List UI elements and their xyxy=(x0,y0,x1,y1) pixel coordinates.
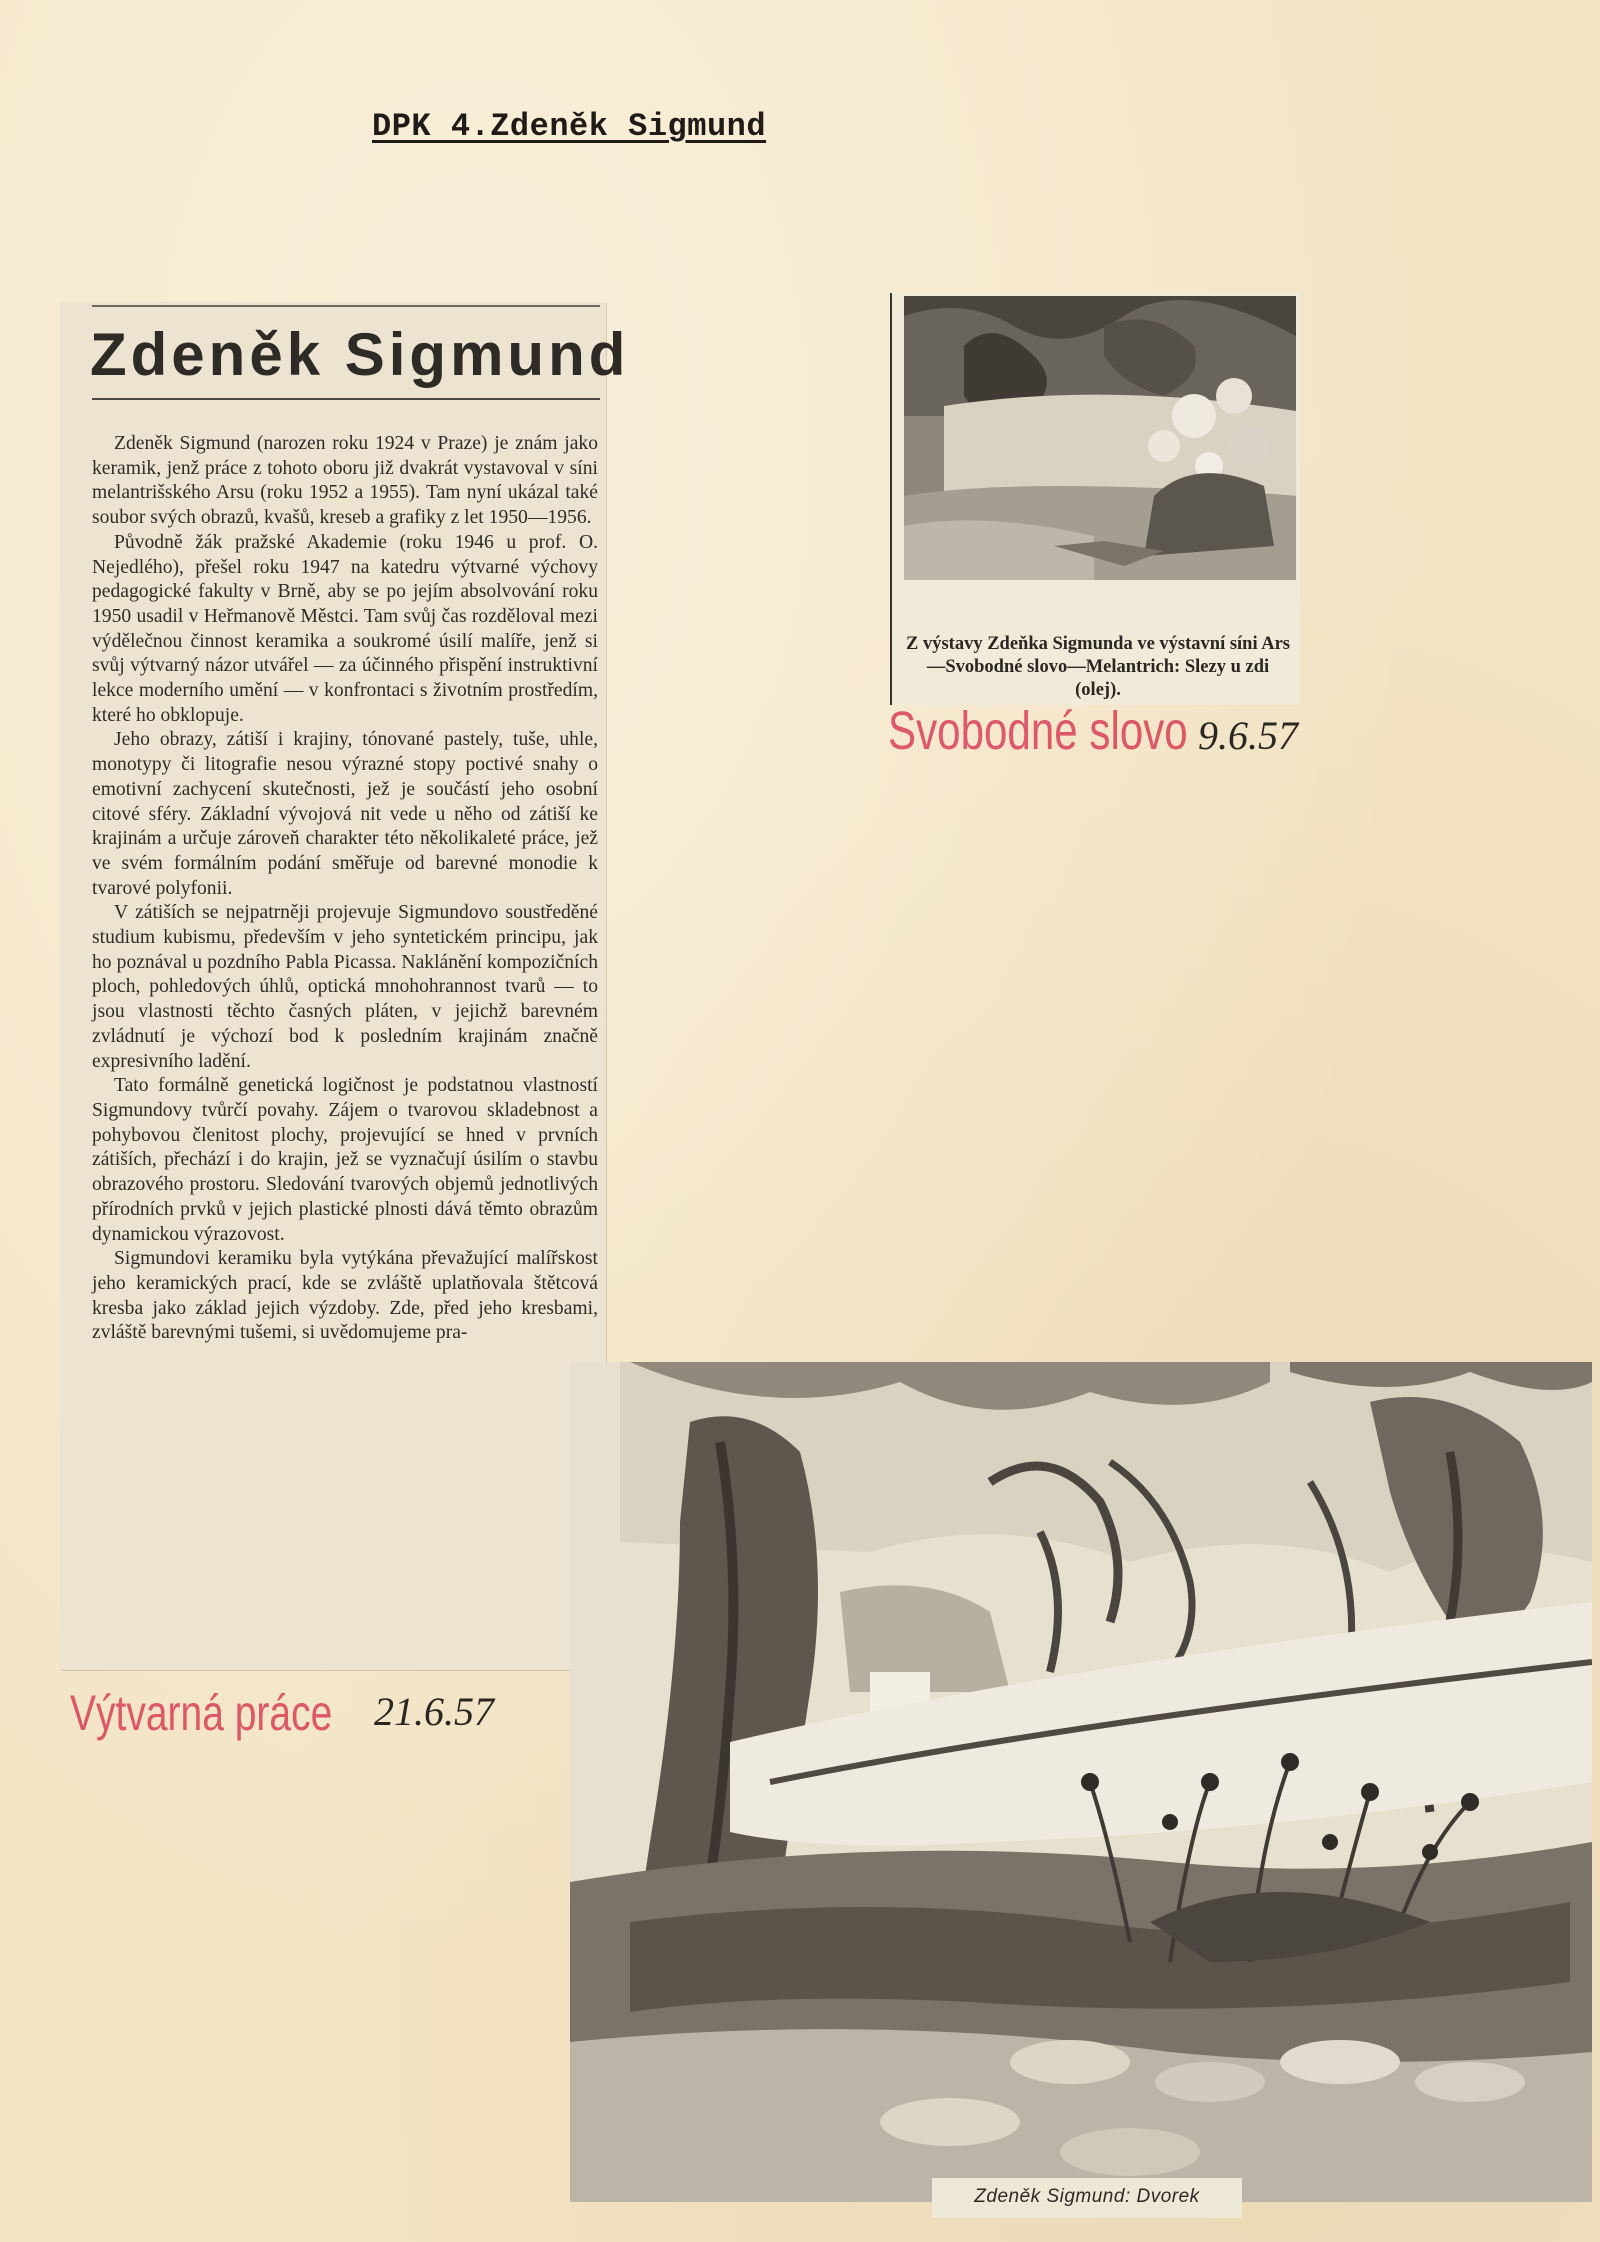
large-image-clipping xyxy=(570,1362,1592,2202)
article-body xyxy=(92,432,598,1346)
photo-caption: Z výstavy Zdeňka Sigmunda ve výstavní síni Ars—Svobodné slovo—Melantrich: Slezy u zdi (olej). xyxy=(906,634,1290,700)
title-rule xyxy=(92,398,600,400)
painting-reproduction-dvorek xyxy=(570,1362,1592,2202)
article-paragraph: Zdeněk Sigmund (narozen roku 1924 v Praze) je znám jako keramik, jenž práce z tohoto oboru již dvakrát vystavoval v síni melantrišského Arsu (roku 1952 a 1955). Tam nyní ukázal také soubor svých obrazů, kvašů, kreseb a grafiky z let 1950—1956. xyxy=(92,433,598,529)
painting-photo-slezy-u-zdi xyxy=(904,296,1296,580)
left-rule xyxy=(890,293,892,705)
handwritten-date-article: 21.6.57 xyxy=(374,1689,494,1734)
article-clipping xyxy=(60,302,630,1670)
handwritten-date-photo: 9.6.57 xyxy=(1198,713,1298,758)
article-paragraph: V zátiších se nejpatrněji projevuje Sigmundovo soustředěné studium kubismu, především v jeho syntetickém principu, jak ho poznával u pozdního Pabla Picassa. Naklánění kompozičních ploch, pohledových úhlů, optická mnohohrannost tvarů — to jsou vlastnosti těchto časných pláten, v jejichž barevném zvládnutí je výchozí bod k posledním krajinám značně expresivního ladění. xyxy=(92,902,598,1072)
article-paragraph: Sigmundovi keramiku byla vytýkána převažující malířskost jeho keramických prací, kde se zvláště uplatňovala štětcová kresba jako základ jejich výzdoby. Zde, před jeho kresbami, zvláště barevnými tušemi, si uvědomujeme pra- xyxy=(92,1248,598,1344)
photo-clipping xyxy=(890,293,1300,705)
source-stamp-vytvarna-prace: Výtvarná práce xyxy=(70,1685,333,1741)
document-heading: DPK 4.Zdeněk Sigmund xyxy=(372,108,767,145)
article-paragraph: Jeho obrazy, zátiší i krajiny, tónované pastely, tuše, uhle, monotypy či litografie nesou výrazné stopy poctivé snahy o emotivní zachycení skutečnosti, jež je součástí jeho osobní citové sféry. Základní vývojová nit vede u něho od zátiší ke krajinám a určuje zároveň charakter této několikaleté práce, jež ve svém formálním podání směřuje od barevné monodie k tvarové polyfonii. xyxy=(92,729,598,899)
source-stamp-svobodne-slovo: Svobodné slovo xyxy=(888,701,1188,761)
article-paragraph: Původně žák pražské Akademie (roku 1946 u prof. O. Nejedlého), přešel roku 1947 na katedru výtvarné výchovy pedagogické fakulty v Brně, aby se po jejím absolvování roku 1950 usadil v Heřmanově Městci. Tam svůj čas rozděloval mezi výdělečnou činnost keramika a soukromé úsilí malíře, jenž si svůj výtvarný názor utvářel — za účinného přispění instruktivní lekce moderního umění — v konfrontaci s životním prostředím, které ho obklopuje. xyxy=(92,531,598,726)
article-title: Zdeněk Sigmund xyxy=(90,321,630,388)
large-image-caption-box xyxy=(932,2178,1242,2218)
large-image-caption: Zdeněk Sigmund: Dvorek xyxy=(974,2186,1200,2207)
article-paragraph: Tato formálně genetická logičnost je podstatnou vlastností Sigmundovy tvůrčí povahy. Zájem o tvarovou skladebnost a pohybovou členitost plochy, projevující se hned v prvních zátiších, přechází i do krajin, jež se vyznačují úsilím o stavbu obrazového prostoru. Sledování tvarových objemů jednotlivých přírodních prvků v jejich plastické plnosti dává těmto obrazům dynamickou výrazovost. xyxy=(92,1075,598,1245)
top-rule xyxy=(92,305,600,307)
